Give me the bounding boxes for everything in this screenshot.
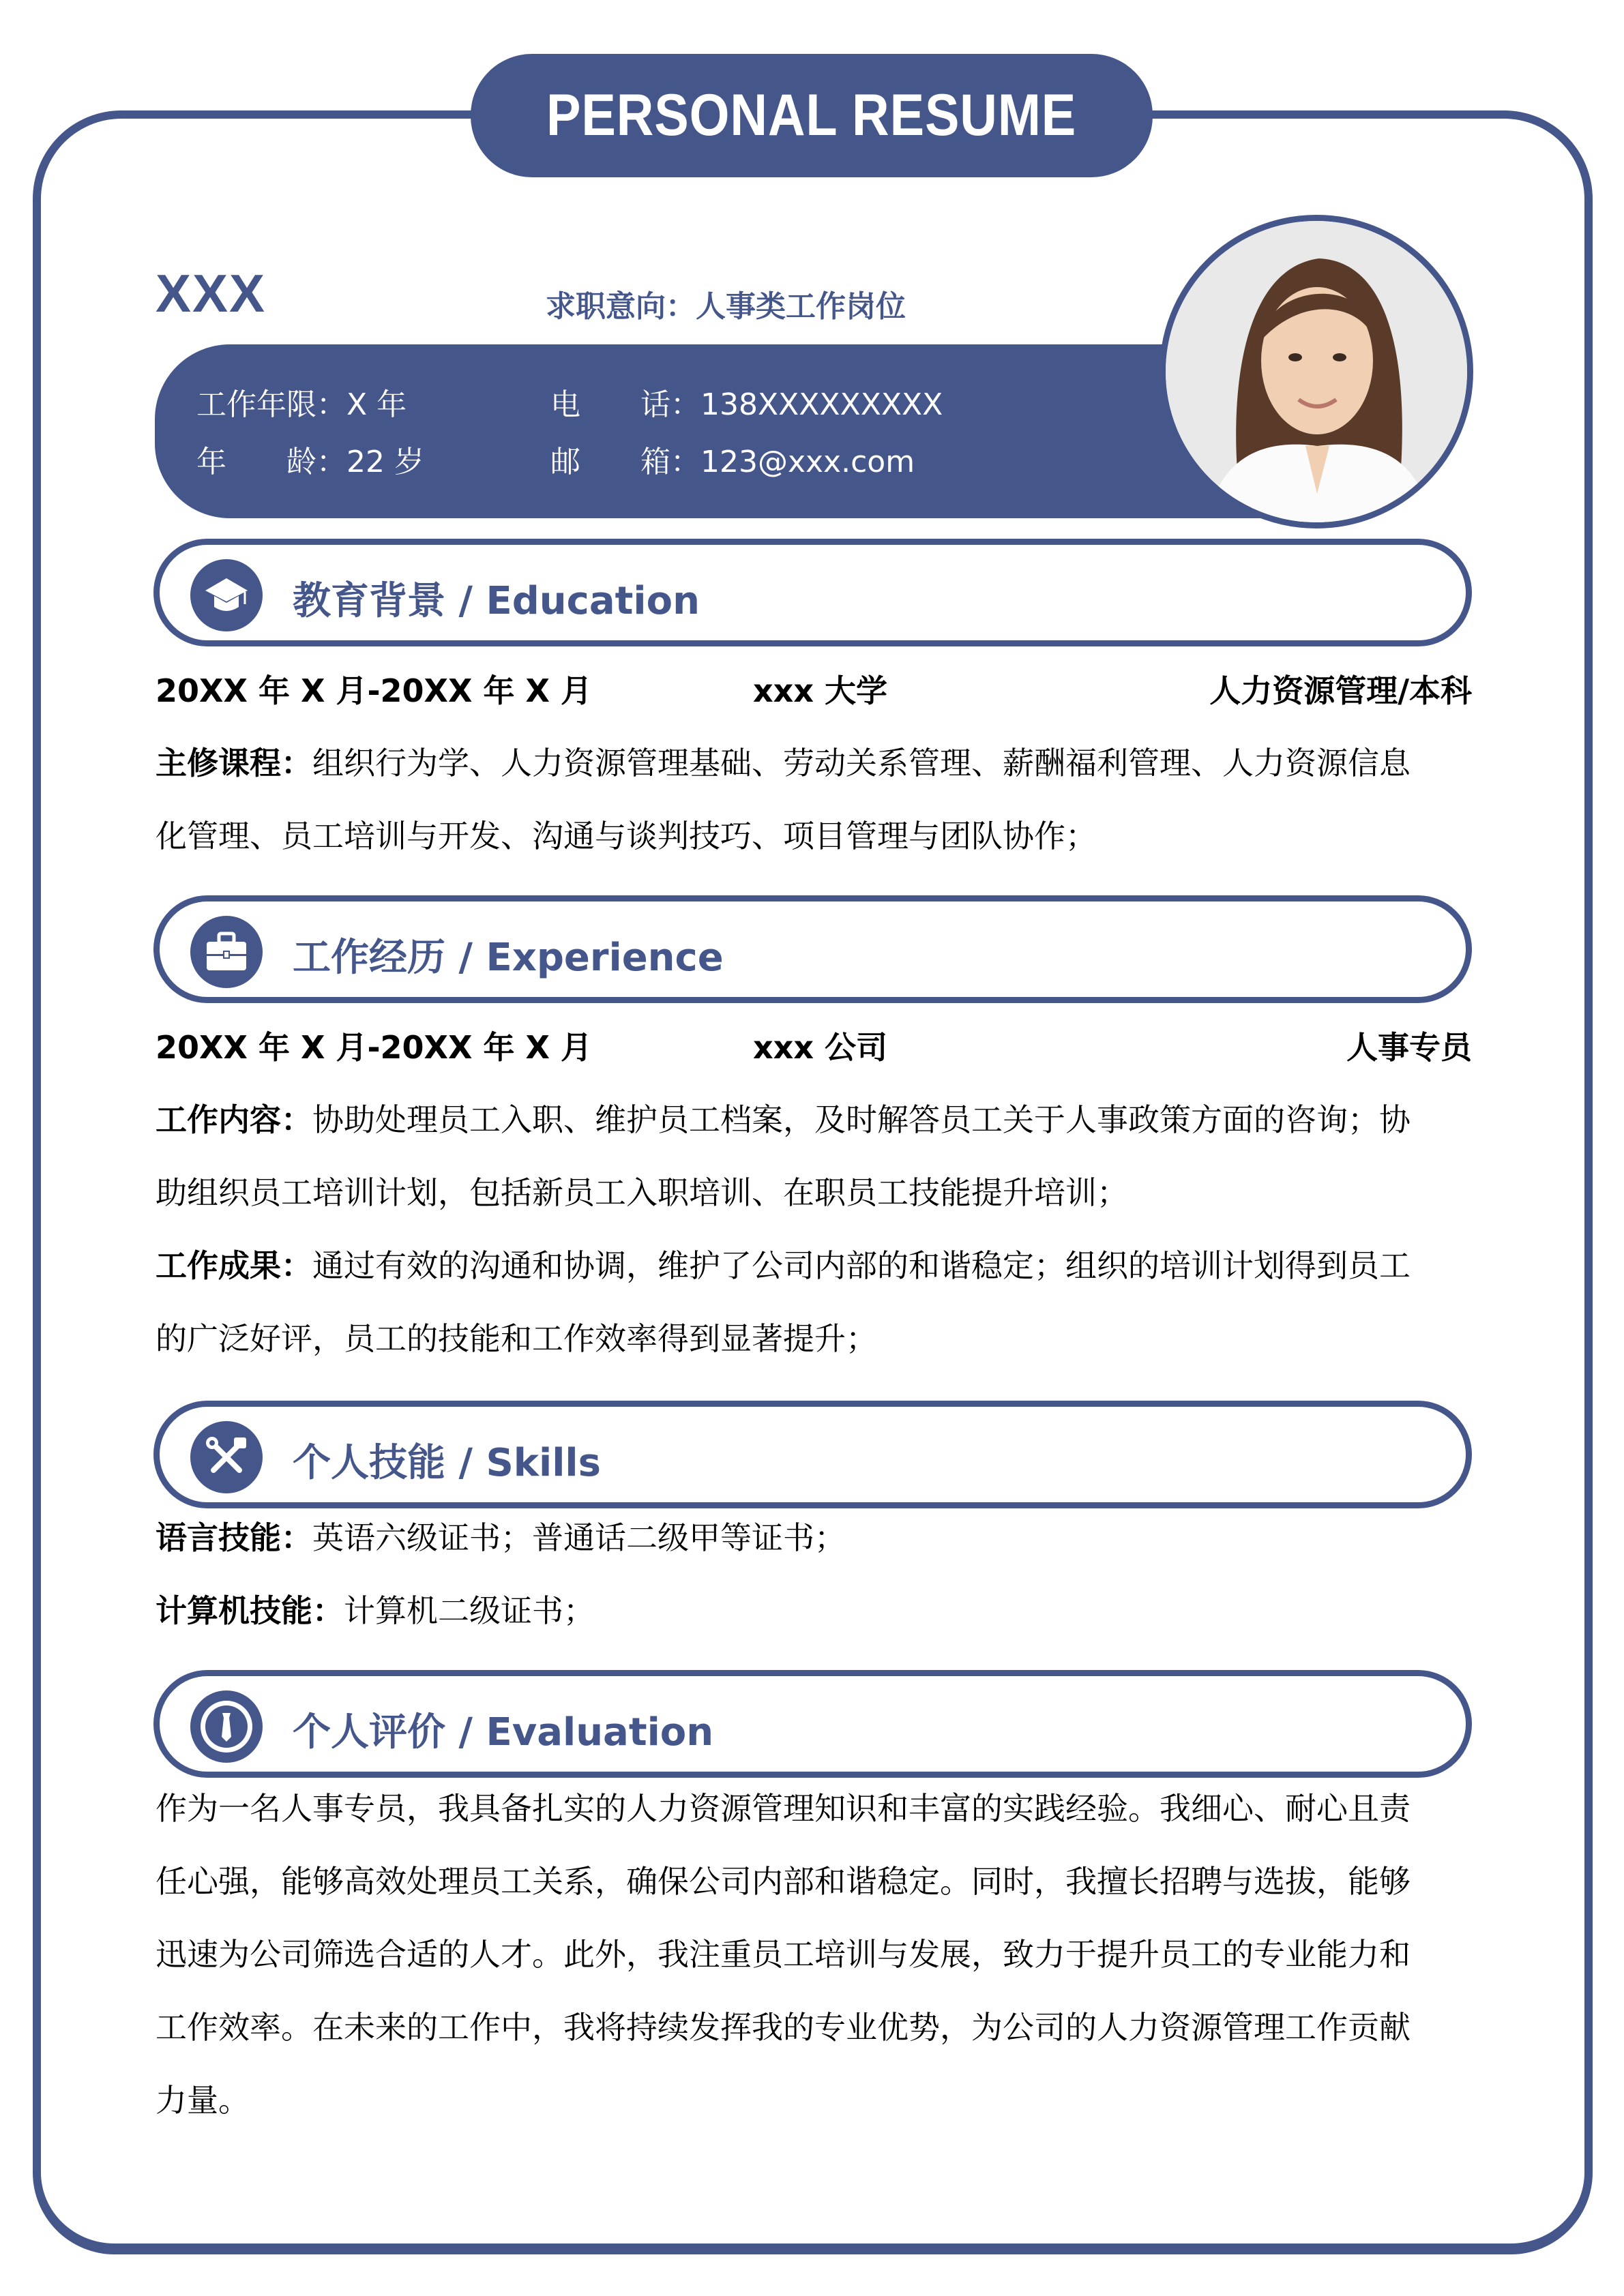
- evaluation-line: 作为一名人事专员，我具备扎实的人力资源管理知识和丰富的实践经验。我细心、耐心且责: [156, 1790, 1411, 1827]
- evaluation-line: 任心强，能够高效处理员工关系，确保公司内部和谐稳定。同时，我擅长招聘与选拔，能够: [156, 1863, 1411, 1900]
- experience-position: 人事专员: [1346, 1029, 1472, 1066]
- section-title-experience: 工作经历 / Experience: [293, 936, 724, 980]
- tie-icon: [190, 1690, 263, 1763]
- email: 邮 箱：123@xxx.com: [550, 445, 915, 479]
- section-header-experience: [153, 895, 1472, 1003]
- experience-result-line1: 工作成果：通过有效的沟通和协调，维护了公司内部的和谐稳定；组织的培训计划得到员工: [156, 1247, 1411, 1284]
- candidate-name: XXX: [156, 263, 267, 323]
- portrait-image: [1166, 221, 1467, 522]
- section-header-education: [153, 539, 1472, 646]
- education-courses-line1: 主修课程：组织行为学、人力资源管理基础、劳动关系管理、薪酬福利管理、人力资源信息: [156, 745, 1411, 781]
- education-major: 人力资源管理/本科: [1209, 672, 1472, 709]
- phone: 电 话：138XXXXXXXXX: [550, 387, 943, 422]
- evaluation-line: 工作效率。在未来的工作中，我将持续发挥我的专业优势，为公司的人力资源管理工作贡献: [156, 2009, 1411, 2046]
- skills-computer: 计算机技能：计算机二级证书；: [156, 1592, 595, 1629]
- title-badge: [471, 54, 1153, 177]
- section-header-evaluation: [153, 1670, 1472, 1778]
- avatar: [1160, 215, 1473, 528]
- experience-result-line2: 的广泛好评，员工的技能和工作效率得到显著提升；: [156, 1320, 877, 1357]
- work-years: 工作年限：X 年: [196, 387, 407, 422]
- section-title-education: 教育背景 / Education: [293, 579, 700, 623]
- briefcase-icon: [190, 916, 263, 988]
- job-intent: 求职意向：人事类工作岗位: [546, 289, 906, 324]
- experience-content-line1: 工作内容：协助处理员工入职、维护员工档案，及时解答员工关于人事政策方面的咨询；协: [156, 1101, 1411, 1138]
- section-title-skills: 个人技能 / Skills: [293, 1441, 601, 1485]
- education-school: xxx 大学: [753, 672, 888, 709]
- experience-company: xxx 公司: [753, 1029, 888, 1066]
- section-title-evaluation: 个人评价 / Evaluation: [293, 1710, 714, 1755]
- basic-info-panel: [155, 344, 1328, 518]
- education-courses-line2: 化管理、员工培训与开发、沟通与谈判技巧、项目管理与团队协作；: [156, 818, 1097, 854]
- section-header-skills: [153, 1401, 1472, 1508]
- page-title: PERSONAL RESUME: [546, 83, 1077, 148]
- education-period: 20XX 年 X 月-20XX 年 X 月: [156, 672, 593, 709]
- graduation-cap-icon: [190, 559, 263, 631]
- experience-content-line2: 助组织员工培训计划，包括新员工入职培训、在职员工技能提升培训；: [156, 1174, 1128, 1211]
- evaluation-line: 迅速为公司筛选合适的人才。此外，我注重员工培训与发展，致力于提升员工的专业能力和: [156, 1936, 1411, 1973]
- tools-icon: [190, 1421, 263, 1493]
- skills-language: 语言技能：英语六级证书；普通话二级甲等证书；: [156, 1519, 846, 1556]
- experience-period: 20XX 年 X 月-20XX 年 X 月: [156, 1029, 593, 1066]
- age: 年 龄：22 岁: [196, 445, 424, 479]
- evaluation-line: 力量。: [156, 2082, 250, 2119]
